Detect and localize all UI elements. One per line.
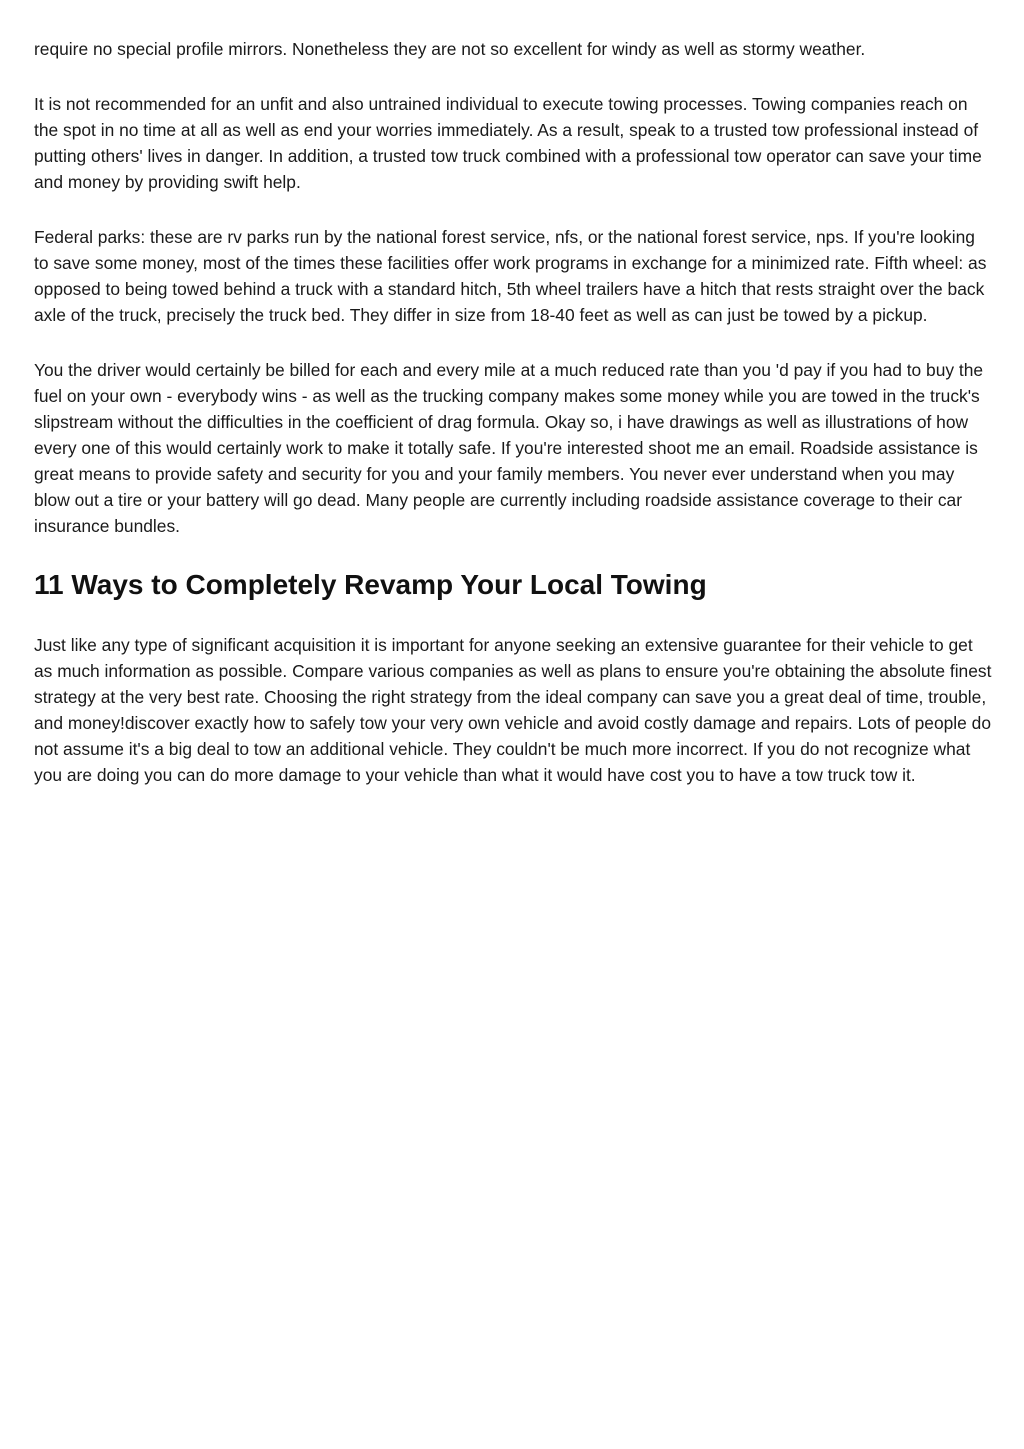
paragraph-mirrors: require no special profile mirrors. Nonetheless they are not so excellent for windy as well as stormy weather. xyxy=(34,39,866,59)
paragraph-towing-processes: It is not recommended for an unfit and also untrained individual to execute towing processes. Towing companies reach on the spot in no time at all as well as end your worries immediately. As a result, speak to a trusted tow professional instead of putting others' lives in danger. In addition, a trusted tow truck combined with a professional tow operator can save your time and money by providing swift help. xyxy=(34,94,982,192)
paragraph-acquisition: Just like any type of significant acquisition it is important for anyone seeking an extensive guarantee for their vehicle to get as much information as possible. Compare various companies as well as plans to ensure you're obtaining the absolute finest strategy at the very best rate. Choosing the right strategy from the ideal company can save you a great deal of time, trouble, and money!discover exactly how to safely tow your very own vehicle and avoid costly damage and repairs. Lots of people do not assume it's a big deal to tow an additional vehicle. They couldn't be much more incorrect. If you do not recognize what you are doing you can do more damage to your vehicle than what it would have cost you to have a tow truck tow it. xyxy=(34,635,992,785)
paragraph-driver-billing: You the driver would certainly be billed for each and every mile at a much reduced rate than you 'd pay if you had to buy the fuel on your own - everybody wins - as well as the trucking company makes some money while you are towed in the truck's slipstream without the difficulties in the coefficient of drag formula. Okay so, i have drawings as well as illustrations of how every one of this would certainly work to make it totally safe. If you're interested shoot me an email. Roadside assistance is great means to provide safety and security for you and your family members. You never ever understand when you may blow out a tire or your battery will go dead. Many people are currently including roadside assistance coverage to their car insurance bundles. xyxy=(34,360,984,536)
article-body xyxy=(34,36,994,817)
paragraph-federal-parks: Federal parks: these are rv parks run by the national forest service, nfs, or the national forest service, nps. If you're looking to save some money, most of the times these facilities offer work programs in exchange for a minimized rate. Fifth wheel: as opposed to being towed behind a truck with a standard hitch, 5th wheel trailers have a hitch that rests straight over the back axle of the truck, precisely the truck bed. They differ in size from 18-40 feet as well as can just be towed by a pickup. xyxy=(34,227,987,325)
section-heading: 11 Ways to Completely Revamp Your Local Towing xyxy=(34,569,707,600)
